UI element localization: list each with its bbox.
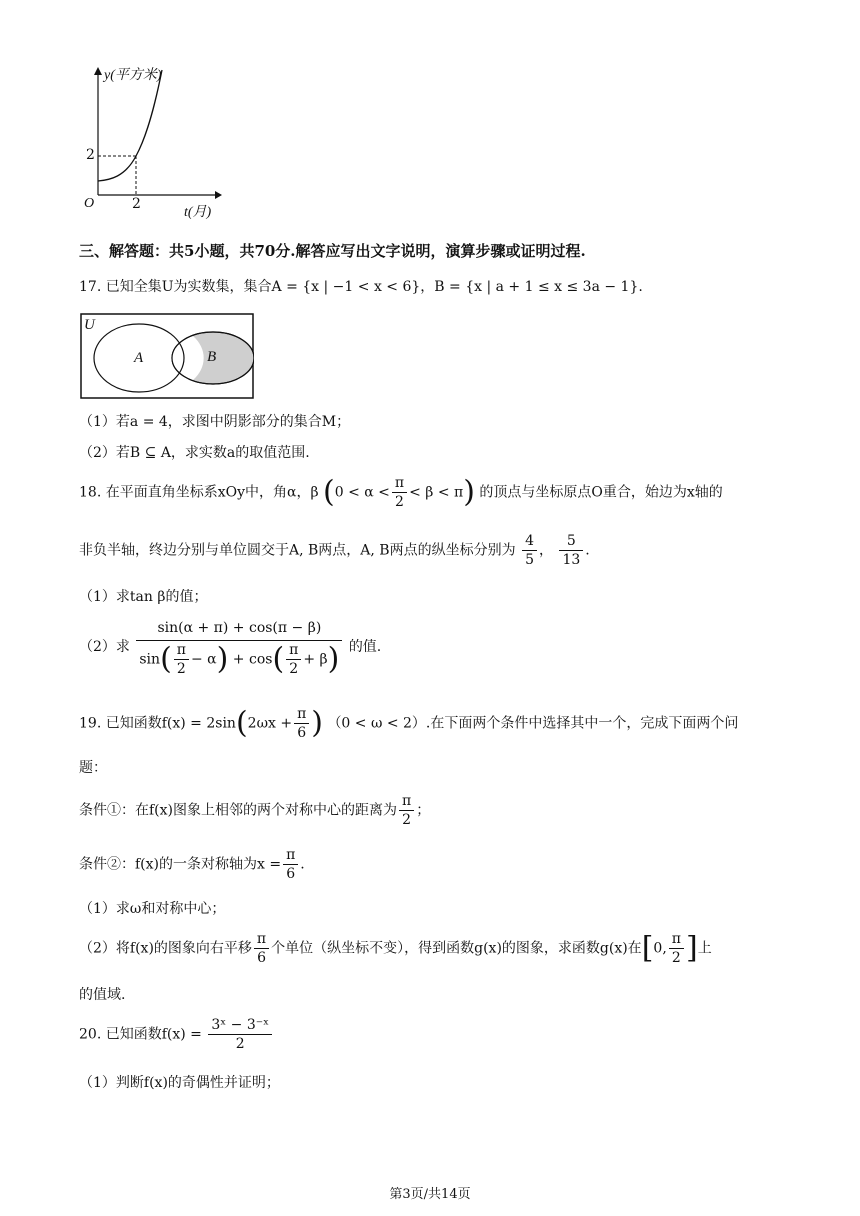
graph-x-tick: 2: [132, 196, 141, 212]
graph-y-label: y(平方米): [104, 68, 162, 83]
q18-stem-b: 的顶点与坐标原点O重合，始边为x轴的: [479, 484, 723, 501]
q18-stem-line1: 18. 在平面直角坐标系xOy中，角α，β (0 < α < $\frac{\pi}{2}$ < β < π) 的顶点与坐标原点O重合，始边为x轴的: [79, 474, 723, 510]
q18-part1: （1）求tan β的值；: [79, 589, 208, 605]
q17-part2: （2）若B ⊆ A，求实数a的取值范围.: [79, 445, 310, 461]
q19-part2-line2: 的值域.: [79, 987, 126, 1003]
venn-label-a: A: [134, 350, 144, 366]
graph-origin: O: [84, 196, 95, 211]
q18-big-fraction: sin(α + π) + cos(π − β) sin( $\frac{\pi}{2}$ − α) + cos( $\frac{\pi}{2}$ + β): [136, 616, 342, 678]
q18-cond-right: < β < π: [409, 484, 464, 501]
growth-curve: [98, 70, 162, 181]
venn-label-b: B: [207, 349, 217, 365]
q19-stem-line2: 题：: [79, 760, 107, 776]
x-axis-arrow: [215, 191, 222, 199]
venn-diagram: [80, 313, 254, 399]
q18-cond-left: 0 < α <: [334, 484, 390, 501]
venn-label-u: U: [84, 317, 95, 333]
fraction: $\frac{\pi}{2}$: [392, 474, 407, 511]
q18-stem-line2-text: 非负半轴，终边分别与单位圆交于A, B两点，A, B两点的纵坐标分别为: [79, 542, 516, 559]
q20-stem: 20. 已知函数f(x) = $\frac{\text{3ˣ − 3⁻ˣ}}{2}$: [79, 1016, 274, 1053]
q19-condition-2: 条件②：f(x)的一条对称轴为x = $\frac{\pi}{6}$ .: [79, 847, 305, 882]
q17-stem: 17. 已知全集U为实数集，集合A = {x | −1 < x < 6}，B = {x | a + 1 ≤ x ≤ 3a − 1}.: [79, 279, 643, 295]
q17-part1: （1）若a = 4，求图中阴影部分的集合M；: [79, 414, 351, 430]
graph-y-tick: 2: [86, 147, 95, 163]
fraction-5-13: $\frac{5}{13}$: [559, 532, 583, 569]
q19-part1: （1）求ω和对称中心；: [79, 901, 226, 917]
q20-fraction: $\frac{\text{3ˣ − 3⁻ˣ}}{2}$: [208, 1016, 272, 1053]
q20-part1: （1）判断f(x)的奇偶性并证明；: [79, 1075, 280, 1091]
q18-part2: （2）求 sin(α + π) + cos(π − β) sin( $\frac{\pi}{2}$ − α) + cos( $\frac{\pi}{2}$ + β) 的值.: [79, 616, 381, 678]
graph-x-label: t(月): [184, 205, 212, 220]
fraction-4-5: $\frac{4}{5}$: [522, 532, 537, 569]
q18-stem-line2: 非负半轴，终边分别与单位圆交于A, B两点，A, B两点的纵坐标分别为 $\frac{4}{5}$ ， $\frac{5}{13}$ .: [79, 533, 590, 568]
q19-condition-1: 条件①：在f(x)图象上相邻的两个对称中心的距离为 $\frac{\pi}{2}$ ；: [79, 793, 431, 828]
page-footer: 第3页/共14页: [389, 1187, 471, 1202]
section-heading: 三、解答题：共5小题，共70分.解答应写出文字说明，演算步骤或证明过程.: [79, 242, 586, 260]
q19-stem-line1: 19. 已知函数f(x) = 2sin(2ωx + $\frac{\pi}{6}$ ) （0 < ω < 2）.在下面两个条件中选择其中一个，完成下面两个问: [79, 705, 739, 741]
y-axis-arrow: [94, 67, 102, 75]
q18-stem-a: 18. 在平面直角坐标系xOy中，角α，β: [79, 484, 319, 501]
q19-part2: （2）将f(x)的图象向右平移 $\frac{\pi}{6}$ 个单位（纵坐标不变），得到函数g(x)的图象，求函数g(x)在[0, $\frac{\pi}{2}$ ]上: [79, 930, 712, 966]
